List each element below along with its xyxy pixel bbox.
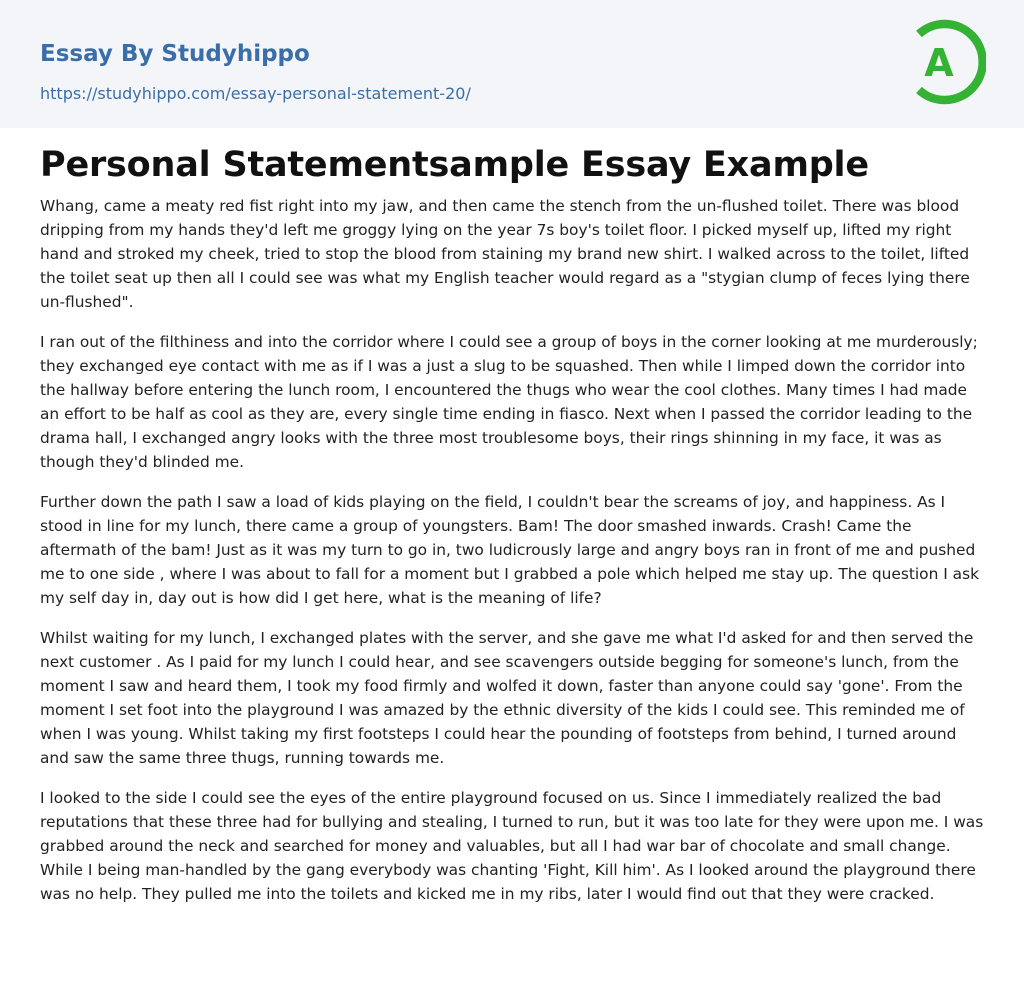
essay-body xyxy=(40,194,986,922)
essay-url-link[interactable]: https://studyhippo.com/essay-personal-statement-20/ xyxy=(40,84,471,103)
essay-paragraph: Further down the path I saw a load of kids playing on the field, I couldn't bear the screams of joy, and happiness. As I stood in line for my lunch, there came a group of youngsters. Bam! The door smashed inwards. Crash! Came the aftermath of the bam! Just as it was my turn to go in, two ludicrously large and angry boys ran in front of me and pushed me to one side , where I was about to fall for a moment but I grabbed a pole which helped me stay up. The question I ask my self day in, day out is how did I get here, what is the meaning of life? xyxy=(40,493,980,607)
essay-paragraph: I ran out of the filthiness and into the corridor where I could see a group of boys in the corner looking at me murderously; they exchanged eye contact with me as if I was a just a slug to be squashed. Then while I limped down the corridor into the hallway before entering the lunch room, I encountered the thugs who wear the cool clothes. Many times I had made an effort to be half as cool as they are, every single time ending in fiasco. Next when I passed the corridor leading to the drama hall, I exchanged angry looks with the three most troublesome boys, their rings shinning in my face, it was as though they'd blinded me. xyxy=(40,333,978,471)
studyhippo-logo-icon[interactable] xyxy=(912,19,986,105)
logo-letter: A xyxy=(924,41,954,85)
site-brand-link[interactable]: Essay By Studyhippo xyxy=(40,41,310,67)
site-header xyxy=(0,0,1024,128)
essay-paragraph: Whilst waiting for my lunch, I exchanged plates with the server, and she gave me what I'd asked for and then served the next customer . As I paid for my lunch I could hear, and see scavengers outside begging for someone's lunch, from the moment I saw and heard them, I took my food firmly and wolfed it down, faster than anyone could say 'gone'. From the moment I set foot into the playground I was amazed by the ethnic diversity of the kids I could see. This reminded me of when I was young. Whilst taking my first footsteps I could hear the pounding of footsteps from behind, I turned around and saw the same three thugs, running towards me. xyxy=(40,629,974,767)
essay-paragraph: Whang, came a meaty red fist right into my jaw, and then came the stench from the un-flushed toilet. There was blood dripping from my hands they'd left me groggy lying on the year 7s boy's toilet floor. I picked myself up, lifted my right hand and stroked my cheek, tried to stop the blood from staining my brand new shirt. I walked across to the toilet, lifted the toilet seat up then all I could see was what my English teacher would regard as a "stygian clump of feces lying there un-flushed". xyxy=(40,197,970,311)
essay-paragraph: I looked to the side I could see the eyes of the entire playground focused on us. Since I immediately realized the bad reputations that these three had for bullying and stealing, I turned to run, but it was too late for they were upon me. I was grabbed around the neck and searched for money and valuables, but all I had war bar of chocolate and small change. While I being man-handled by the gang everybody was chanting 'Fight, Kill him'. As I looked around the playground there was no help. They pulled me into the toilets and kicked me in my ribs, later I would find out that they were cracked. xyxy=(40,789,984,903)
page-title: Personal Statementsample Essay Example xyxy=(40,145,869,185)
